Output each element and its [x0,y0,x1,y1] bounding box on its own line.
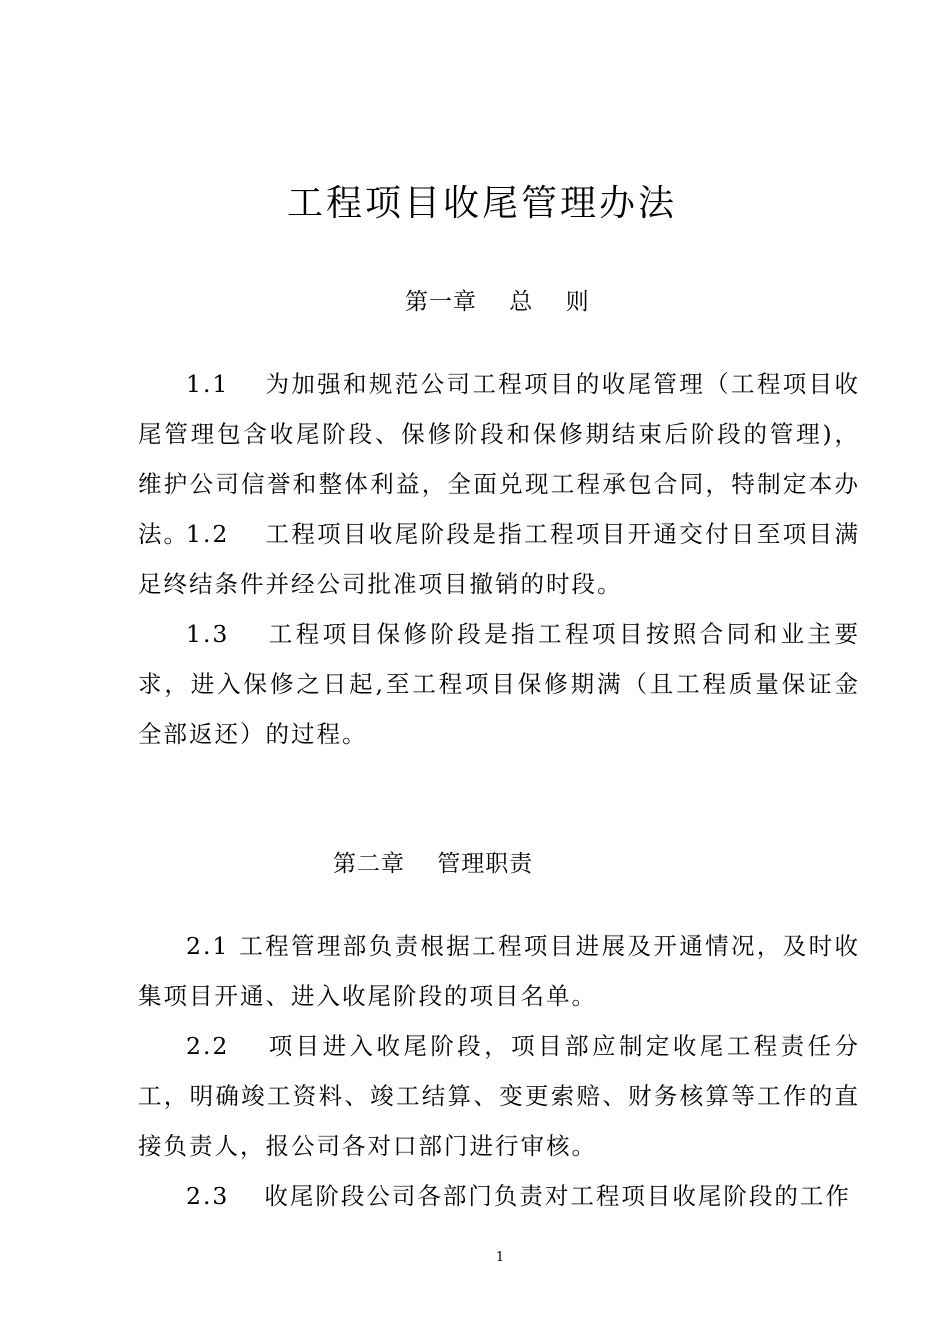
section-text: 为加强和规范公司工程项目的收尾管理（工程项目收尾管理包含收尾阶段、保修阶段和保修期结束后阶段的管理)，维护公司信誉和整体利益，全面兑现工程承包合同，特制定本办法。 [138,370,860,548]
section-2-2 [138,1021,860,1171]
section-text: 工程项目收尾阶段是指工程项目开通交付日至项目满足终结条件并经公司批准项目撤销的时段。 [138,520,860,598]
section-number: 1.2 [186,520,230,548]
section-text: 工程项目保修阶段是指工程项目按照合同和业主要求，进入保修之日起,至工程项目保修期满（且工程质量保证金全部返还）的过程。 [138,620,860,748]
section-text: 项目进入收尾阶段，项目部应制定收尾工程责任分工，明确竣工资料、竣工结算、变更索赔、财务核算等工作的直接负责人，报公司各对口部门进行审核。 [138,1032,860,1160]
chapter-1-heading: 第一章 总 则 [405,289,590,315]
section-number: 1.3 [186,620,230,648]
section-1-2 [138,509,860,609]
section-2-3 [138,1171,860,1221]
section-2-1 [138,921,860,1021]
section-text: 收尾阶段公司各部门负责对工程项目收尾阶段的工作 [264,1182,851,1210]
chapter-2-heading: 第二章 管理职责 [333,851,534,877]
section-number: 1.1 [186,370,230,398]
document-title: 工程项目收尾管理办法 [286,183,677,224]
section-number: 2.1 [186,932,230,960]
page-number: 1 [495,1250,505,1265]
section-number: 2.3 [186,1182,230,1210]
section-1-3 [138,609,860,759]
section-number: 2.2 [186,1032,230,1060]
section-text: 工程管理部负责根据工程项目进展及开通情况，及时收集项目开通、进入收尾阶段的项目名单。 [138,932,860,1010]
